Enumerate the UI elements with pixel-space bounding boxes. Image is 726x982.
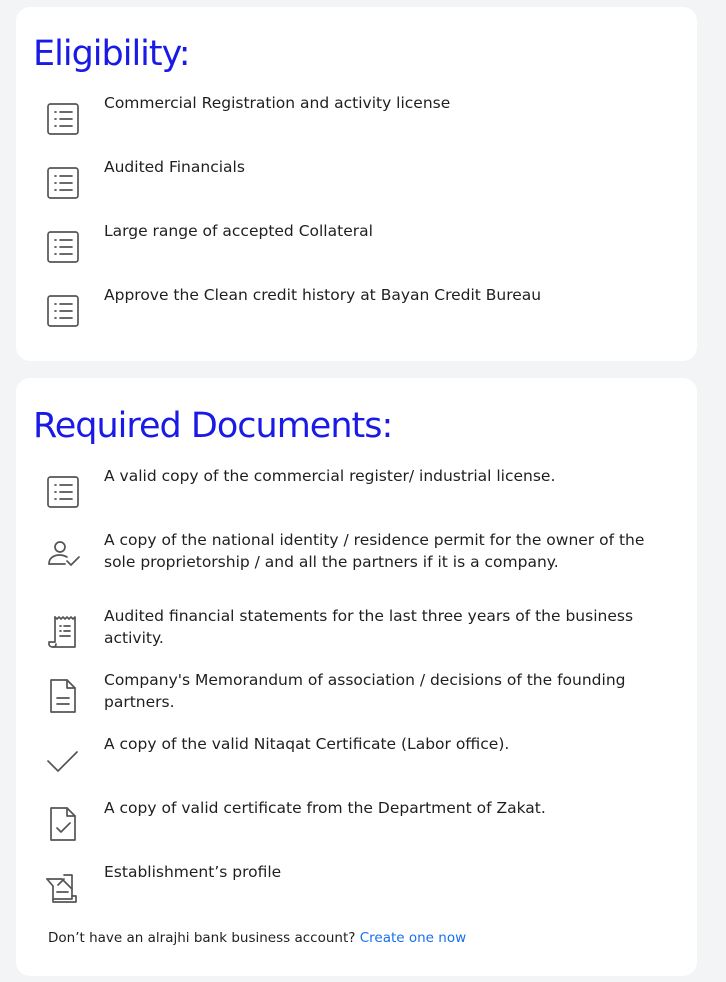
item-text: A copy of the national identity / residence permit for the owner of the sole proprietorship / and all the partners if it is a company. [104,531,645,571]
item-text: A valid copy of the commercial register/ industrial license. [104,467,556,485]
item-text: A copy of valid certificate from the Department of Zakat. [104,799,546,817]
checkmark-icon [44,741,82,779]
item-text: A copy of the valid Nitaqat Certificate (Labor office). [104,735,510,753]
list-item [16,607,697,663]
document-check-icon [44,805,82,843]
list-item [16,94,697,150]
list-icon [44,100,82,138]
footer-note [48,930,466,946]
receipt-icon [44,613,82,651]
list-item [16,863,697,919]
document-icon [44,677,82,715]
footer-text: Don’t have an alrajhi bank business account? [48,930,356,946]
list-item [16,735,697,791]
required-documents-heading: Required Documents: [33,406,393,446]
item-text: Establishment’s profile [104,863,282,881]
list-item [16,286,697,342]
list-item [16,158,697,214]
list-icon [44,292,82,330]
list-item [16,222,697,278]
list-item [16,671,697,727]
list-item [16,531,697,587]
item-text: Approve the Clean credit history at Bayan Credit Bureau [104,286,542,304]
item-text: Large range of accepted Collateral [104,222,373,240]
list-icon [44,473,82,511]
item-text: Audited financial statements for the last three years of the business activity. [104,607,634,647]
create-account-link[interactable]: Create one now [359,930,467,946]
list-icon [44,164,82,202]
item-text: Commercial Registration and activity license [104,94,451,112]
eligibility-card [16,7,697,361]
user-check-icon [44,537,82,575]
list-item [16,799,697,855]
required-documents-card [16,378,697,976]
list-icon [44,228,82,266]
eligibility-heading: Eligibility: [33,34,190,74]
item-text: Audited Financials [104,158,245,176]
scroll-icon [44,869,82,907]
item-text: Company's Memorandum of association / decisions of the founding partners. [104,671,626,711]
list-item [16,467,697,523]
